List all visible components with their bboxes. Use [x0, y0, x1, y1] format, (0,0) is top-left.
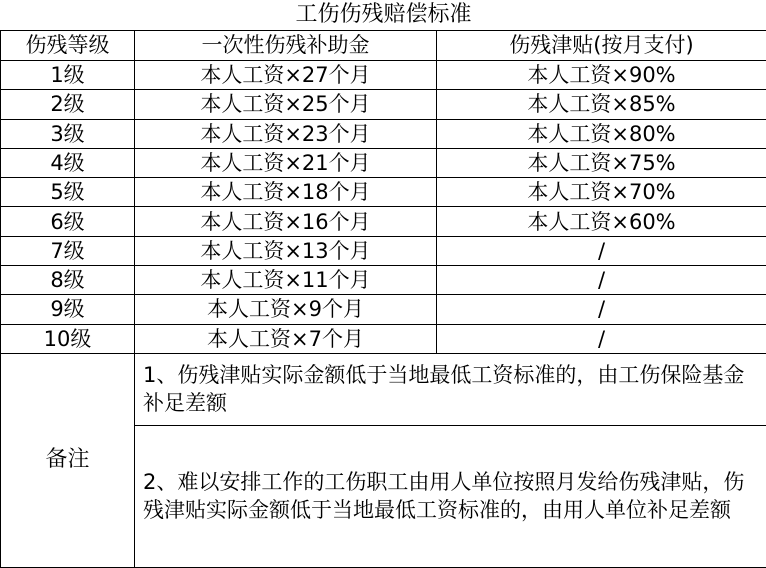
header-row [1, 30, 766, 60]
lump-sum-cell: 本人工资×16个月 [135, 207, 437, 236]
header-grade: 伤残等级 [1, 30, 135, 60]
table-row [1, 324, 766, 353]
table-row [1, 90, 766, 119]
header-allowance: 伤残津贴(按月支付) [437, 30, 766, 60]
allowance-cell: 本人工资×85% [437, 90, 766, 119]
allowance-cell: / [437, 266, 766, 295]
grade-cell: 2级 [1, 90, 135, 119]
grade-cell: 6级 [1, 207, 135, 236]
grade-cell: 3级 [1, 119, 135, 148]
table-row [1, 61, 766, 90]
allowance-cell: / [437, 295, 766, 324]
grade-cell: 9级 [1, 295, 135, 324]
lump-sum-cell: 本人工资×9个月 [135, 295, 437, 324]
lump-sum-cell: 本人工资×7个月 [135, 324, 437, 353]
note-item: 2、难以安排工作的工伤职工由用人单位按照月发给伤残津贴，伤残津贴实际金额低于当地最低工资标准的，由用人单位补足差额 [135, 425, 766, 567]
allowance-cell: 本人工资×90% [437, 61, 766, 90]
allowance-cell: / [437, 324, 766, 353]
table-row [1, 295, 766, 324]
header-lump-sum: 一次性伤残补助金 [135, 30, 437, 60]
allowance-cell: 本人工资×60% [437, 207, 766, 236]
lump-sum-cell: 本人工资×25个月 [135, 90, 437, 119]
table-row [1, 266, 766, 295]
allowance-cell: 本人工资×70% [437, 178, 766, 207]
grade-cell: 1级 [1, 61, 135, 90]
grade-cell: 4级 [1, 148, 135, 177]
grade-cell: 8级 [1, 266, 135, 295]
title-row [1, 0, 766, 30]
note-item: 1、伤残津贴实际金额低于当地最低工资标准的，由工伤保险基金补足差额 [135, 353, 766, 425]
grade-cell: 10级 [1, 324, 135, 353]
lump-sum-cell: 本人工资×23个月 [135, 119, 437, 148]
lump-sum-cell: 本人工资×21个月 [135, 148, 437, 177]
table-row [1, 178, 766, 207]
lump-sum-cell: 本人工资×27个月 [135, 61, 437, 90]
allowance-cell: 本人工资×80% [437, 119, 766, 148]
notes-label: 备注 [1, 353, 135, 567]
table-row [1, 119, 766, 148]
allowance-cell: 本人工资×75% [437, 148, 766, 177]
table-row [1, 148, 766, 177]
table-row [1, 207, 766, 236]
grade-cell: 5级 [1, 178, 135, 207]
lump-sum-cell: 本人工资×11个月 [135, 266, 437, 295]
notes-row [1, 353, 766, 425]
table-row [1, 236, 766, 265]
lump-sum-cell: 本人工资×18个月 [135, 178, 437, 207]
lump-sum-cell: 本人工资×13个月 [135, 236, 437, 265]
grade-cell: 7级 [1, 236, 135, 265]
table-title: 工伤伤残赔偿标准 [1, 0, 766, 30]
allowance-cell: / [437, 236, 766, 265]
